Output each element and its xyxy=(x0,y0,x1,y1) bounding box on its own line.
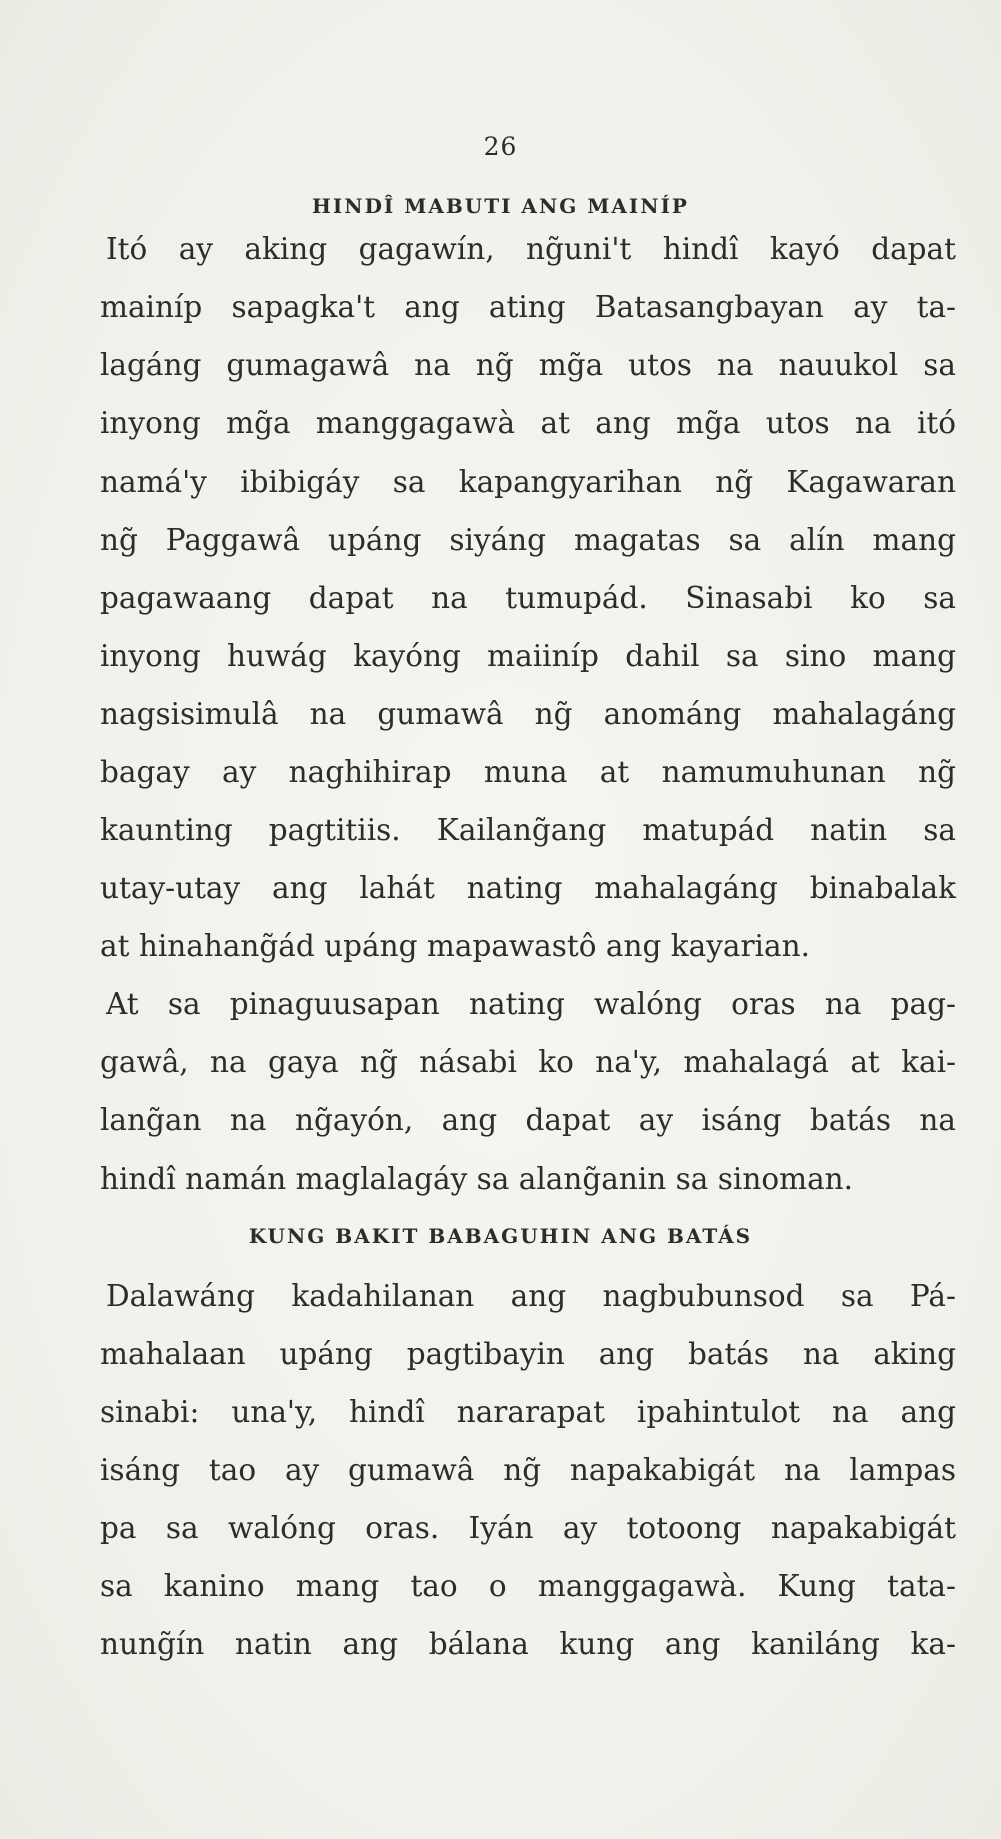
text-line: pagawaang dapat na tumupád. Sinasabi ko sa xyxy=(100,581,956,615)
text-line: Dalawáng kadahilanan ang nagbubunsod sa Pá- xyxy=(106,1279,956,1313)
text-line: inyong mg̃a manggagawà at ang mg̃a utos na itó xyxy=(100,406,956,440)
text-line: Itó ay aking gagawín, ng̃uni't hindî kayó dapat xyxy=(106,232,956,266)
text-line: sinabi: una'y, hindî nararapat ipahintulot na ang xyxy=(100,1395,956,1429)
text-line: nung̃ín natin ang bálana kung ang kaniláng ka- xyxy=(100,1627,956,1661)
text-line: gawâ, na gaya ng̃ násabi ko na'y, mahalagá at kai- xyxy=(100,1045,956,1079)
text-line: kaunting pagtitiis. Kailang̃ang matupád natin sa xyxy=(100,813,956,847)
text-line: namá'y ibibigáy sa kapangyarihan ng̃ Kagawaran xyxy=(100,465,956,499)
text-line: utay-utay ang lahát nating mahalagáng binabalak xyxy=(100,871,956,905)
page-number: 26 xyxy=(483,132,518,161)
text-line: lagáng gumagawâ na ng̃ mg̃a utos na nauukol sa xyxy=(100,348,956,382)
text-line: mainíp sapagka't ang ating Batasangbayan ay ta- xyxy=(100,290,956,324)
text-line: inyong huwág kayóng maiiníp dahil sa sino mang xyxy=(100,639,956,673)
text-line: At sa pinaguusapan nating walóng oras na pag- xyxy=(106,987,956,1021)
text-line: nagsisimulâ na gumawâ ng̃ anománg mahalagáng xyxy=(100,697,956,731)
text-line: ng̃ Paggawâ upáng siyáng magatas sa alín mang xyxy=(100,523,956,557)
text-line: mahalaan upáng pagtibayin ang batás na aking xyxy=(100,1337,956,1371)
text-line: hindî namán maglalagáy sa alang̃anin sa sinoman. xyxy=(100,1162,854,1196)
text-line: sa kanino mang tao o manggagawà. Kung tata- xyxy=(100,1569,956,1603)
text-line: isáng tao ay gumawâ ng̃ napakabigát na lampas xyxy=(100,1453,956,1487)
text-line: bagay ay naghihirap muna at namumuhunan ng̃ xyxy=(100,755,956,789)
text-line: at hinahang̃ád upáng mapawastô ang kayarian. xyxy=(100,929,810,963)
section-heading: KUNG BAKIT BABAGUHIN ANG BATÁS xyxy=(248,1224,753,1248)
section-heading: HINDÎ MABUTI ANG MAINÍP xyxy=(312,194,689,218)
text-line: pa sa walóng oras. Iyán ay totoong napakabigát xyxy=(100,1511,956,1545)
text-line: lang̃an na ng̃ayón, ang dapat ay isáng batás na xyxy=(100,1103,956,1137)
